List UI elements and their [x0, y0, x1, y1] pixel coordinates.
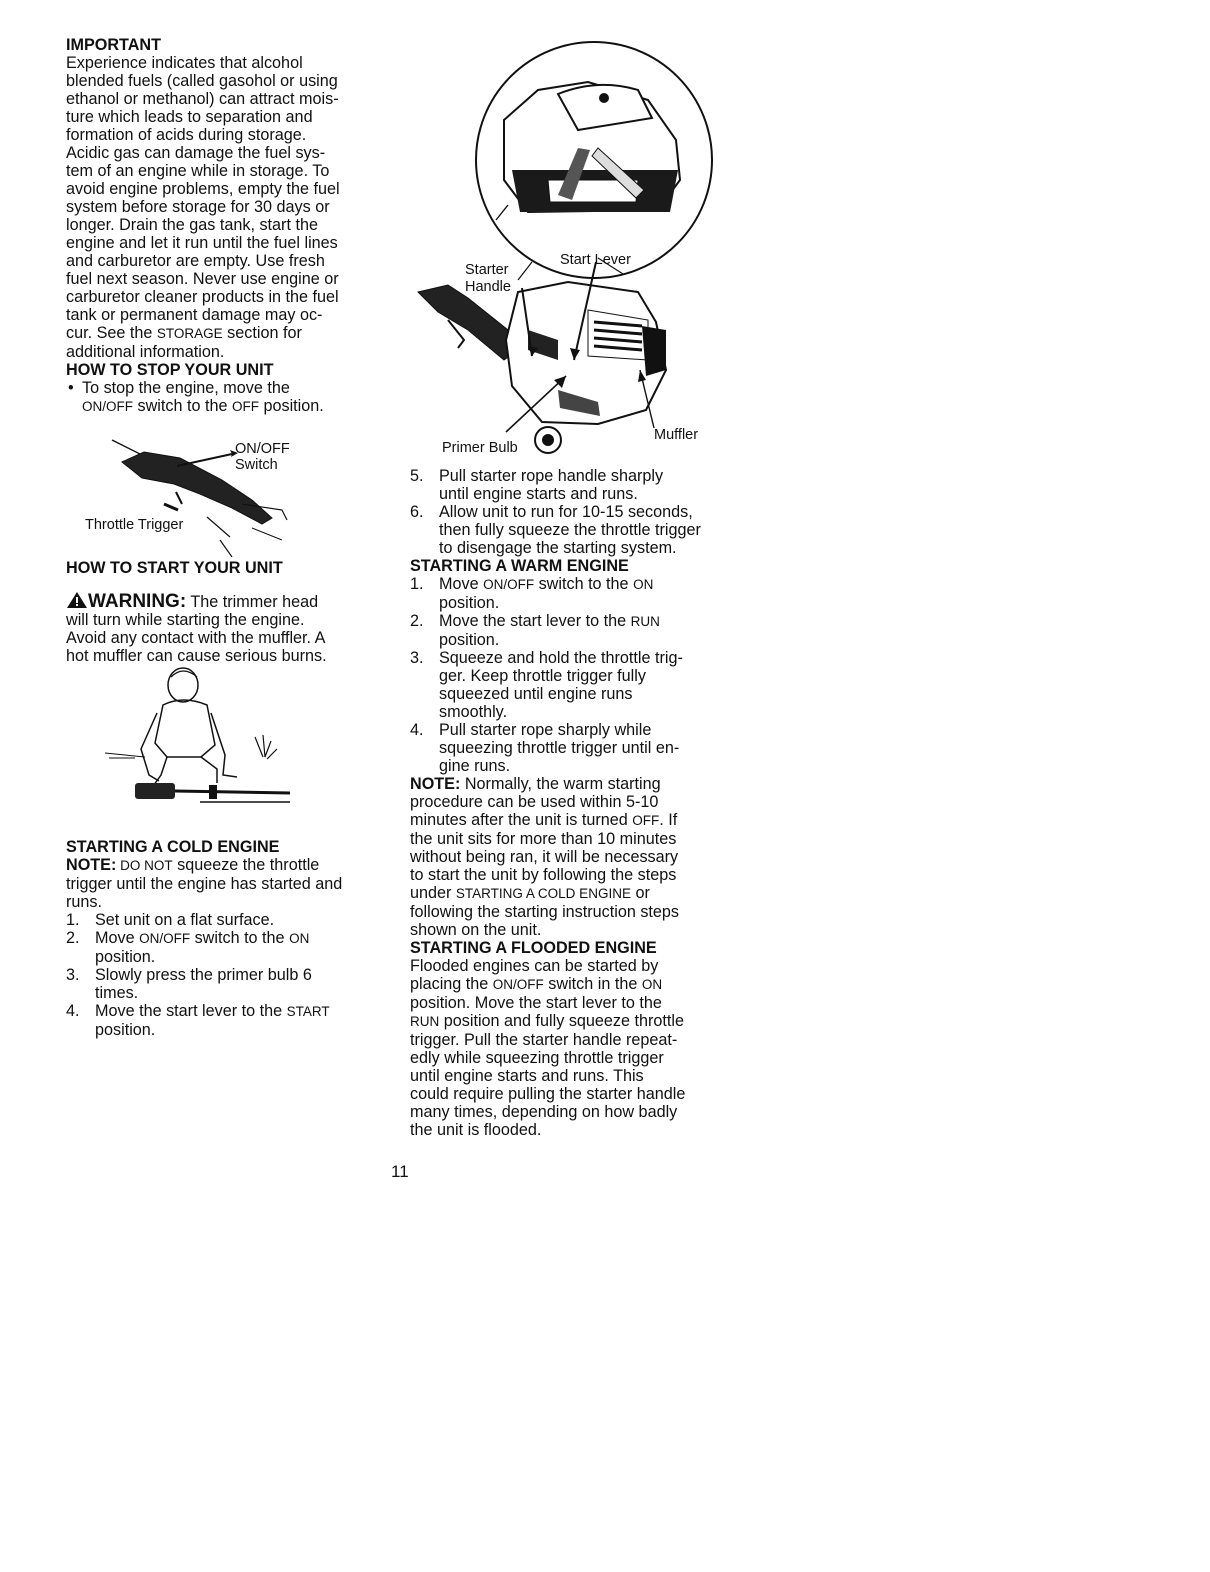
text-line: could require pulling the starter handle — [410, 1085, 686, 1103]
step-text: Slowly press the primer bulb 6 — [95, 966, 312, 984]
list-item — [66, 929, 386, 966]
warning-icon — [66, 591, 88, 609]
step-text: squeezing throttle trigger until en- — [439, 739, 680, 757]
warm-heading: STARTING A WARM ENGINE — [410, 557, 629, 575]
text-line: without being ran, it will be necessary — [410, 848, 679, 866]
step-text: Move the start lever to the — [439, 612, 631, 630]
text-line: trigger until the engine has started and — [66, 875, 343, 893]
warm-steps-list — [410, 575, 730, 775]
step-number: 4. — [66, 1002, 80, 1020]
flood-body — [410, 957, 730, 1139]
step-text: Move — [95, 929, 140, 947]
storage-ref: STORAGE — [156, 326, 223, 341]
step-text: Set unit on a flat surface. — [95, 911, 275, 929]
step-number: 2. — [410, 612, 424, 630]
step-text: smoothly. — [439, 703, 508, 721]
text-line: following the starting instruction steps — [410, 903, 680, 921]
step-text: switch to the — [534, 575, 634, 593]
text-run: minutes after the unit is turned — [410, 811, 633, 829]
step-text: ger. Keep throttle trigger fully — [439, 667, 646, 685]
text-run: under — [410, 884, 456, 902]
step-text: times. — [95, 984, 139, 1002]
text-run: cur. See the — [66, 324, 157, 342]
text-run: switch in the — [543, 975, 642, 993]
text-line: additional information. — [66, 343, 225, 361]
text-line: carburetor cleaner products in the fuel — [66, 288, 339, 306]
step-text: position. — [95, 948, 156, 966]
step-text: Squeeze and hold the throttle trig- — [439, 649, 683, 667]
step-number: 2. — [66, 929, 80, 947]
starter-handle-label-1: Starter — [465, 262, 509, 278]
text-run: position. — [258, 397, 324, 415]
onoff-label-1: ON/OFF — [235, 441, 290, 457]
text-line: runs. — [66, 893, 102, 911]
engine-illustration — [408, 30, 733, 462]
starter-handle-label-2: Handle — [465, 279, 511, 295]
text-line: the unit sits for more than 10 minutes — [410, 830, 677, 848]
warning-label: WARNING: — [88, 591, 187, 612]
warm-note — [410, 775, 730, 939]
off-ref: OFF — [231, 399, 259, 414]
start-ref: START — [286, 1004, 330, 1019]
page-number: 11 — [391, 1162, 409, 1181]
cold-heading: STARTING A COLD ENGINE — [66, 838, 280, 856]
engine-figure — [408, 30, 733, 462]
cold-engine-section — [66, 838, 386, 1039]
list-item — [410, 503, 730, 557]
bullet-icon: • — [68, 379, 74, 397]
text-line: and carburetor are empty. Use fresh — [66, 252, 325, 270]
operator-illustration — [105, 665, 295, 810]
cold-engine-ref: STARTING A COLD ENGINE — [455, 886, 631, 901]
text-line: To stop the engine, move the — [82, 379, 290, 397]
text-line: edly while squeezing throttle trigger — [410, 1049, 664, 1067]
text-line: hot muffler can cause serious burns. — [66, 647, 327, 665]
onoff-ref: ON/OFF — [492, 977, 544, 992]
run-ref: RUN — [630, 614, 660, 629]
important-body — [66, 54, 386, 361]
step-text: Allow unit to run for 10-15 seconds, — [439, 503, 693, 521]
right-column — [410, 467, 730, 1139]
text-run: section for — [222, 324, 302, 342]
step-text: to disengage the starting system. — [439, 539, 677, 557]
text-run: position and fully squeeze throttle — [439, 1012, 685, 1030]
text-line: formation of acids during storage. — [66, 126, 307, 144]
step-text: Move — [439, 575, 484, 593]
start-section — [66, 559, 386, 665]
trimmer-handle-illustration — [82, 432, 382, 557]
flood-heading: STARTING A FLOODED ENGINE — [410, 939, 657, 957]
text-line: avoid engine problems, empty the fuel — [66, 180, 340, 198]
list-item — [66, 911, 386, 929]
switch-trigger-figure — [82, 432, 382, 557]
text-line: position. Move the start lever to the — [410, 994, 662, 1012]
text-run: switch to the — [133, 397, 232, 415]
stop-bullet-item — [66, 379, 386, 416]
list-item — [410, 721, 730, 775]
text-line — [410, 975, 730, 994]
step-number: 1. — [66, 911, 80, 929]
step-text: position. — [439, 594, 500, 612]
step-number: 4. — [410, 721, 424, 739]
do-not-ref: DO NOT — [116, 858, 173, 873]
on-ref: ON — [633, 577, 654, 592]
text-run: . If — [659, 811, 678, 829]
list-item — [66, 966, 386, 1002]
warning-block — [66, 591, 386, 665]
text-line: shown on the unit. — [410, 921, 542, 939]
text-line — [410, 775, 730, 793]
text-line: tank or permanent damage may oc- — [66, 306, 323, 324]
steps-5-6-list — [410, 467, 730, 557]
primer-bulb-label: Primer Bulb — [442, 440, 518, 456]
list-item — [410, 575, 730, 612]
text-line — [66, 856, 386, 875]
cold-steps-list — [66, 911, 386, 1039]
text-line — [82, 397, 386, 416]
onoff-ref: ON/OFF — [483, 577, 535, 592]
step-text: switch to the — [190, 929, 290, 947]
list-item — [410, 467, 730, 503]
text-line: Experience indicates that alcohol — [66, 54, 303, 72]
text-line: until engine starts and runs. This — [410, 1067, 644, 1085]
text-line — [66, 324, 386, 343]
run-ref: RUN — [410, 1014, 440, 1029]
text-line: to start the unit by following the steps — [410, 866, 677, 884]
step-text: Pull starter rope sharply while — [439, 721, 652, 739]
text-line: many times, depending on how badly — [410, 1103, 678, 1121]
start-heading: HOW TO START YOUR UNIT — [66, 559, 283, 577]
text-line: engine and let it run until the fuel lines — [66, 234, 338, 252]
text-line: ethanol or methanol) can attract mois- — [66, 90, 339, 108]
stop-heading: HOW TO STOP YOUR UNIT — [66, 361, 274, 379]
text-line: Avoid any contact with the muffler. A — [66, 629, 326, 647]
text-run: squeeze the throttle — [172, 856, 320, 874]
step-number: 3. — [410, 649, 424, 667]
text-line: Acidic gas can damage the fuel sys- — [66, 144, 326, 162]
text-line: trigger. Pull the starter handle repeat- — [410, 1031, 678, 1049]
step-text: position. — [439, 631, 500, 649]
text-line — [410, 1012, 730, 1031]
text-line: system before storage for 30 days or — [66, 198, 330, 216]
text-line: Flooded engines can be started by — [410, 957, 659, 975]
step-text: Move the start lever to the — [95, 1002, 287, 1020]
step-text: squeezed until engine runs — [439, 685, 633, 703]
note-label: NOTE: — [410, 775, 461, 793]
note-label: NOTE: — [66, 856, 117, 874]
text-line — [410, 811, 730, 830]
step-text: position. — [95, 1021, 156, 1039]
onoff-label-2: Switch — [235, 457, 278, 473]
text-run: Normally, the warm starting — [460, 775, 661, 793]
step-number: 3. — [66, 966, 80, 984]
text-run: placing the — [410, 975, 493, 993]
text-line: the unit is flooded. — [410, 1121, 542, 1139]
muffler-label: Muffler — [654, 427, 699, 443]
list-item — [410, 612, 730, 649]
text-line: ture which leads to separation and — [66, 108, 313, 126]
onoff-ref: ON/OFF — [82, 399, 133, 414]
step-number: 1. — [410, 575, 424, 593]
start-lever-label: Start Lever — [560, 252, 631, 268]
step-text: then fully squeeze the throttle trigger — [439, 521, 701, 539]
text-line: will turn while starting the engine. — [66, 611, 305, 629]
text-line: fuel next season. Never use engine or — [66, 270, 339, 288]
left-column — [66, 36, 386, 416]
text-line — [66, 591, 386, 611]
text-line: procedure can be used within 5-10 — [410, 793, 659, 811]
throttle-trigger-label: Throttle Trigger — [85, 517, 184, 533]
on-ref: ON — [289, 931, 310, 946]
step-number: 5. — [410, 467, 424, 485]
important-heading: IMPORTANT — [66, 36, 162, 54]
step-text: gine runs. — [439, 757, 511, 775]
text-line: tem of an engine while in storage. To — [66, 162, 330, 180]
text-line — [410, 884, 730, 903]
text-line: longer. Drain the gas tank, start the — [66, 216, 318, 234]
onoff-ref: ON/OFF — [139, 931, 191, 946]
step-text: Pull starter rope handle sharply — [439, 467, 664, 485]
text-run: The trimmer head — [186, 593, 319, 611]
step-text: until engine starts and runs. — [439, 485, 638, 503]
list-item — [410, 649, 730, 721]
text-line: blended fuels (called gasohol or using — [66, 72, 338, 90]
text-run: or — [630, 884, 650, 902]
list-item — [66, 1002, 386, 1039]
operator-figure — [105, 665, 295, 810]
off-ref: OFF — [632, 813, 660, 828]
on-ref: ON — [641, 977, 663, 992]
step-number: 6. — [410, 503, 424, 521]
